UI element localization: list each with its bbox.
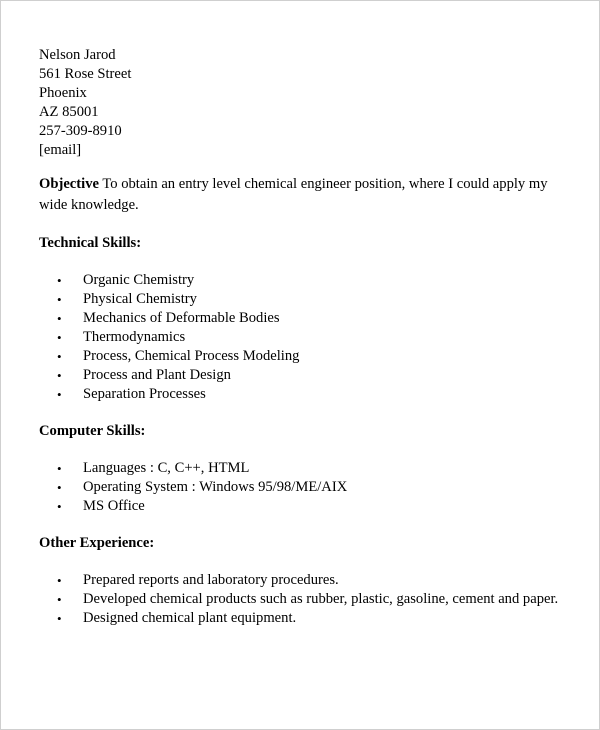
list-item-text: Mechanics of Deformable Bodies (83, 310, 280, 326)
objective-text: To obtain an entry level chemical engineer position, where I could apply my wide knowledge. (39, 176, 548, 213)
list-item (39, 459, 579, 478)
bullet-icon: • (57, 592, 62, 607)
bullet-icon: • (57, 461, 62, 476)
list-item-text: Operating System : Windows 95/98/ME/AIX (83, 479, 348, 495)
other-experience-list (39, 571, 579, 628)
list-item (39, 497, 579, 516)
bullet-icon: • (57, 292, 62, 307)
bullet-icon: • (57, 387, 62, 402)
contact-state-zip: AZ 85001 (39, 104, 99, 120)
list-item (39, 590, 579, 609)
list-item-text: Developed chemical products such as rubber, plastic, gasoline, cement and paper. (83, 591, 559, 607)
computer-skills-heading: Computer Skills: (39, 423, 146, 439)
contact-email: [email] (39, 142, 82, 158)
bullet-icon: • (57, 573, 62, 588)
list-item (39, 478, 579, 497)
contact-street: 561 Rose Street (39, 66, 132, 82)
list-item (39, 309, 579, 328)
objective-label: Objective (39, 176, 99, 192)
list-item (39, 609, 579, 628)
resume-document (39, 46, 579, 628)
list-item-text: Organic Chemistry (83, 272, 195, 288)
list-item (39, 571, 579, 590)
list-item (39, 271, 579, 290)
contact-phone: 257-309-8910 (39, 123, 122, 139)
list-item (39, 385, 579, 404)
bullet-icon: • (57, 480, 62, 495)
bullet-icon: • (57, 368, 62, 383)
list-item (39, 290, 579, 309)
list-item (39, 347, 579, 366)
list-item-text: Process and Plant Design (83, 367, 231, 383)
bullet-icon: • (57, 499, 62, 514)
objective-paragraph (39, 174, 579, 216)
contact-name: Nelson Jarod (39, 47, 116, 63)
bullet-icon: • (57, 611, 62, 626)
bullet-icon: • (57, 330, 62, 345)
list-item-text: Languages : C, C++, HTML (83, 460, 250, 476)
other-experience-heading: Other Experience: (39, 535, 155, 551)
technical-skills-heading: Technical Skills: (39, 235, 142, 251)
list-item (39, 328, 579, 347)
contact-block (39, 46, 579, 160)
list-item-text: MS Office (83, 498, 145, 514)
contact-city: Phoenix (39, 85, 87, 101)
list-item-text: Process, Chemical Process Modeling (83, 348, 300, 364)
list-item (39, 366, 579, 385)
technical-skills-list (39, 271, 579, 404)
list-item-text: Prepared reports and laboratory procedures. (83, 572, 339, 588)
computer-skills-list (39, 459, 579, 516)
list-item-text: Physical Chemistry (83, 291, 197, 307)
bullet-icon: • (57, 273, 62, 288)
bullet-icon: • (57, 311, 62, 326)
list-item-text: Separation Processes (83, 386, 206, 402)
bullet-icon: • (57, 349, 62, 364)
list-item-text: Thermodynamics (83, 329, 186, 345)
list-item-text: Designed chemical plant equipment. (83, 610, 297, 626)
